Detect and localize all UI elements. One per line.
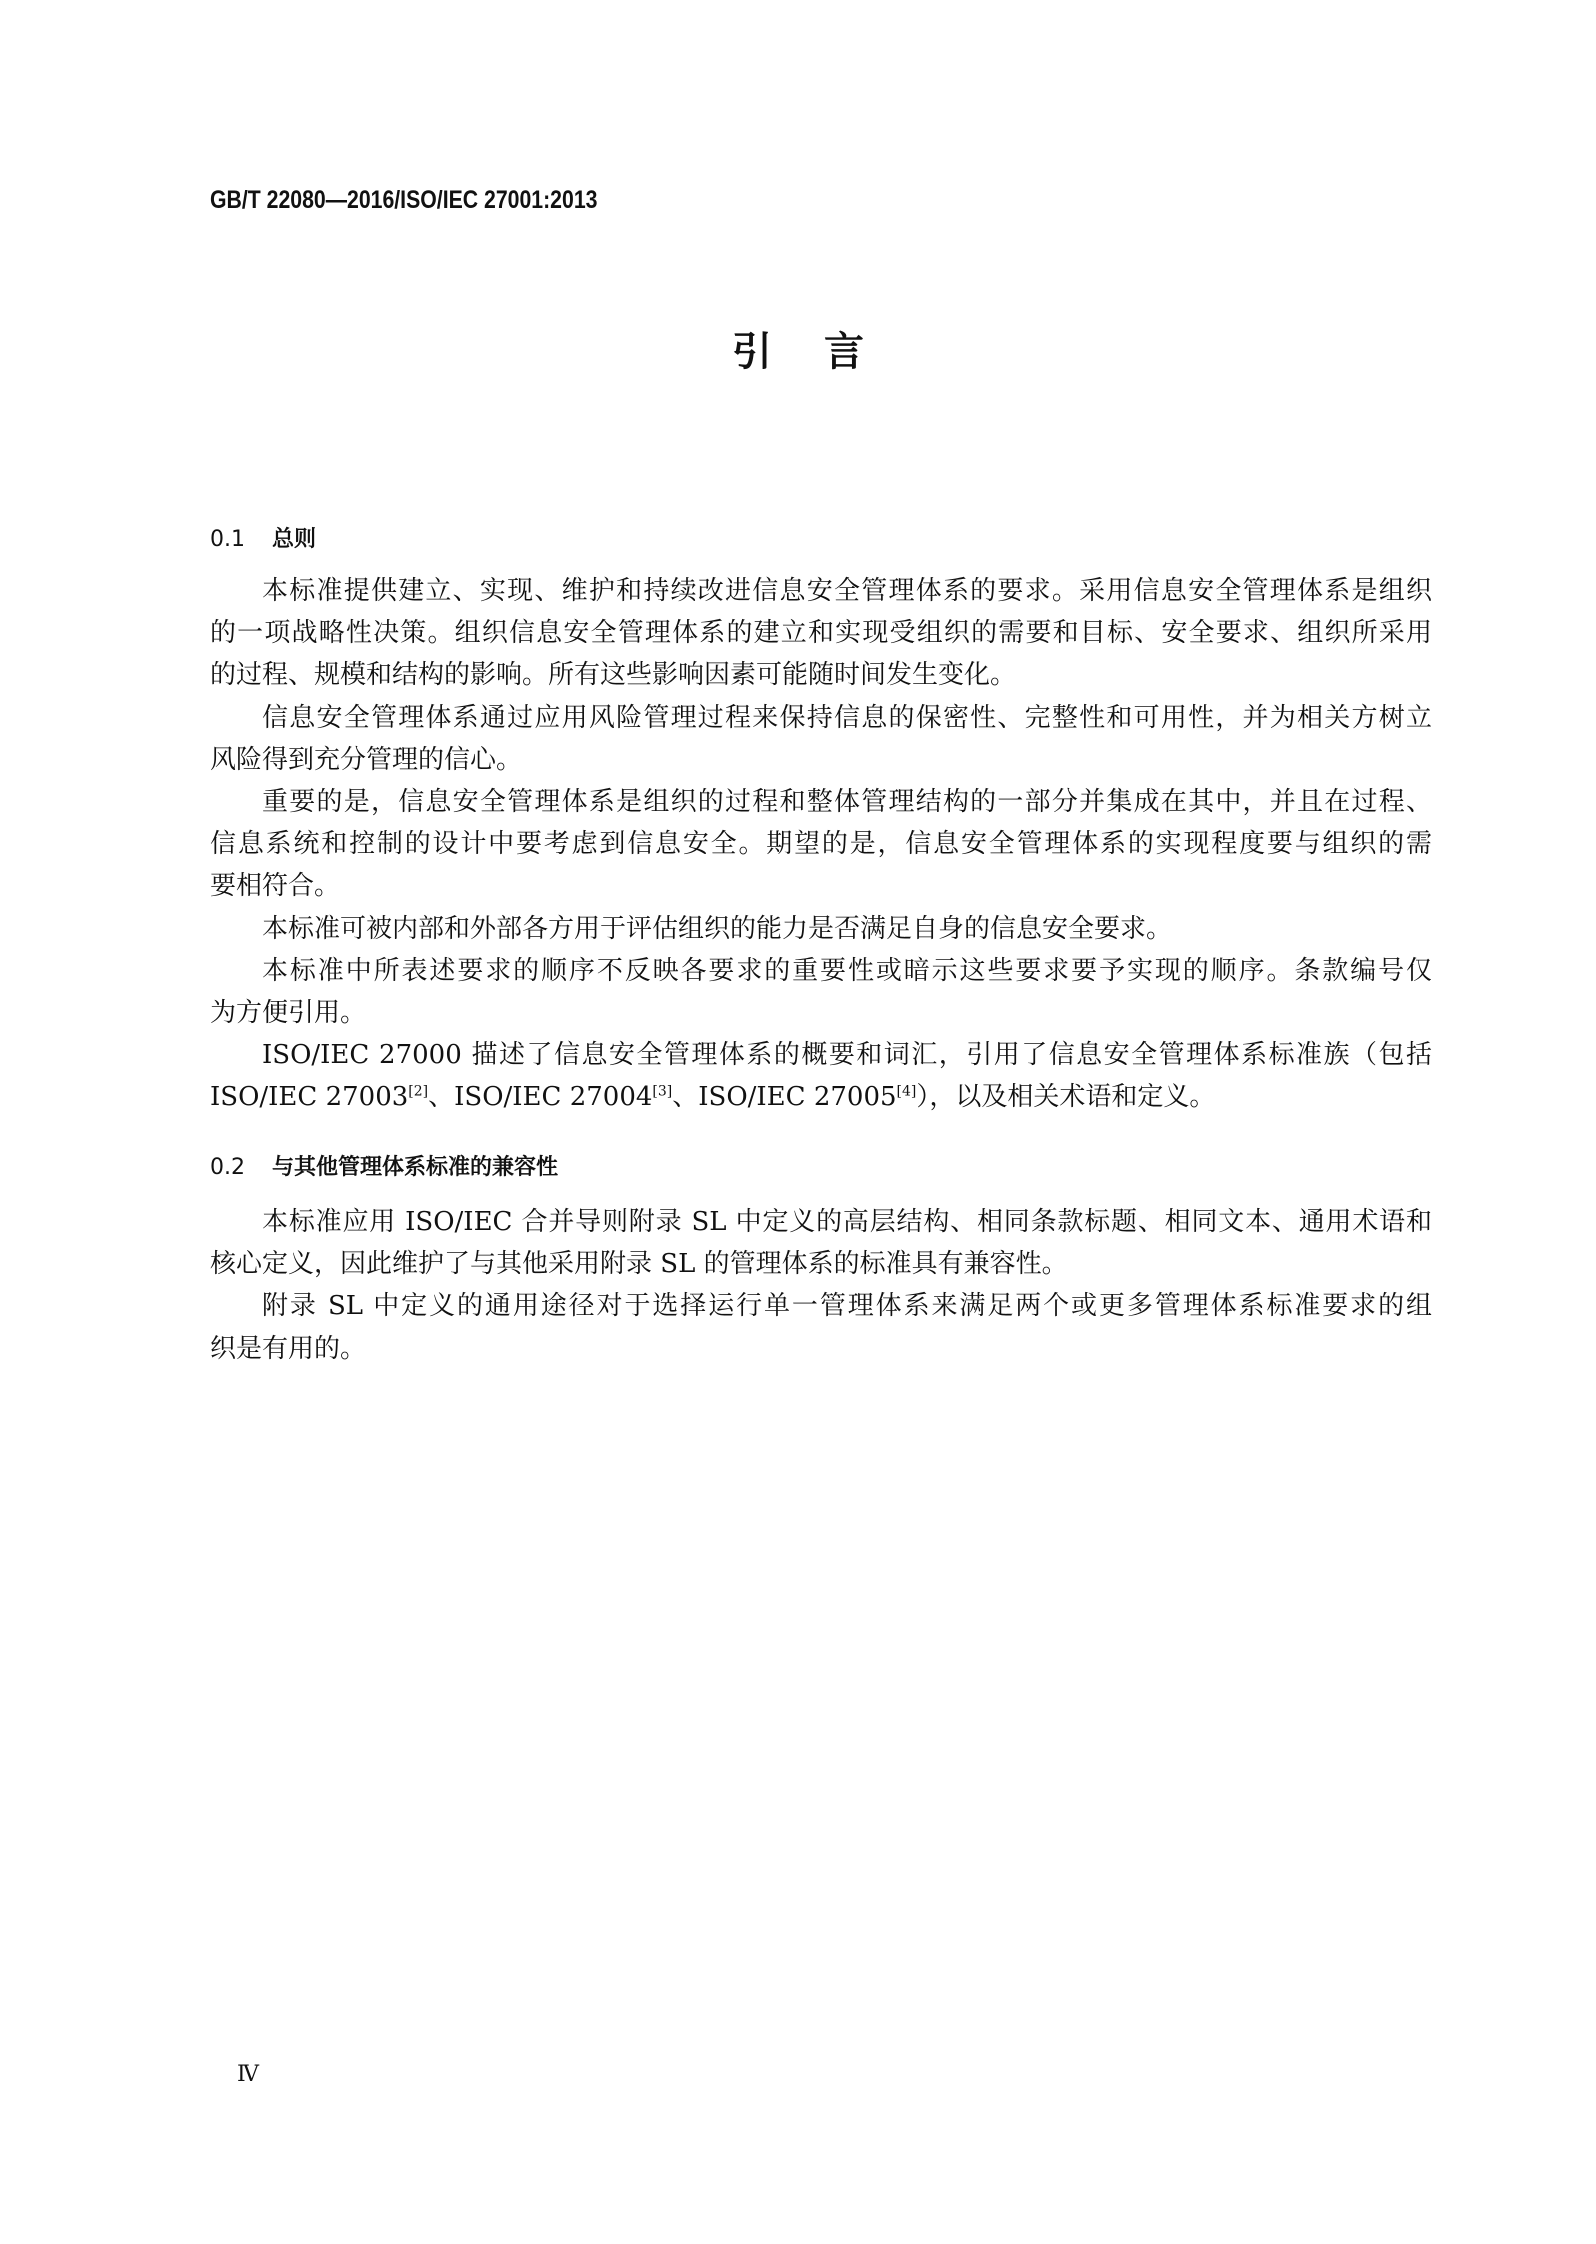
section-0-1-body [210,570,1432,1118]
text-line: 的过程、规模和结构的影响。所有这些影响因素可能随时间发生变化。 [210,660,1017,691]
text-line-with-references [210,1076,1432,1118]
reference-2: [2] [408,1083,429,1100]
document-header: GB/T 22080—2016/ISO/IEC 27001:2013 [210,186,598,214]
text-line: ISO/IEC 27000 描述了信息安全管理体系的概要和词汇，引用了信息安全管理体系标准族（包括 [262,1040,1432,1071]
text-line: 信息系统和控制的设计中要考虑到信息安全。期望的是，信息安全管理体系的实现程度要与组织的需 [210,829,1432,860]
section-0-2-body [210,1201,1432,1370]
page-number: Ⅳ [237,2062,259,2087]
text-line: 本标准可被内部和外部各方用于评估组织的能力是否满足自身的信息安全要求。 [262,913,1173,944]
section-title: 总则 [272,527,317,552]
section-heading-0-2 [210,1150,558,1181]
text-line: 本标准提供建立、实现、维护和持续改进信息安全管理体系的要求。采用信息安全管理体系是组织 [262,576,1432,606]
reference-4: [4] [896,1083,917,1100]
text-line: 要相符合。 [210,871,341,902]
text: ISO/IEC 27003 [210,1082,409,1113]
text: ），以及相关术语和定义。 [916,1082,1216,1113]
text-line: 附录 SL 中定义的通用途径对于选择运行单一管理体系来满足两个或更多管理体系标准要求的组 [262,1291,1432,1322]
reference-3: [3] [652,1083,673,1100]
text: 、ISO/IEC 27004 [428,1082,653,1113]
section-heading-0-1 [210,522,316,553]
page-title: 引言 [732,329,916,375]
text-line: 核心定义，因此维护了与其他采用附录 SL 的管理体系的标准具有兼容性。 [210,1249,1068,1280]
text: 、ISO/IEC 27005 [672,1082,897,1113]
text-line: 为方便引用。 [210,997,367,1028]
text-line: 的一项战略性决策。组织信息安全管理体系的建立和实现受组织的需要和目标、安全要求、组织所采用 [210,618,1432,649]
text-line: 重要的是，信息安全管理体系是组织的过程和整体管理结构的一部分并集成在其中，并且在过程、 [262,786,1432,817]
text-line: 风险得到充分管理的信心。 [210,744,523,775]
text-line: 信息安全管理体系通过应用风险管理过程来保持信息的保密性、完整性和可用性，并为相关方树立 [262,702,1432,733]
section-title: 与其他管理体系标准的兼容性 [272,1155,559,1180]
section-number: 0.1 [210,527,245,552]
text-line: 本标准中所表述要求的顺序不反映各要求的重要性或暗示这些要求要予实现的顺序。条款编号仅 [262,955,1432,986]
text-line: 织是有用的。 [210,1333,367,1364]
section-number: 0.2 [210,1155,245,1180]
text-line: 本标准应用 ISO/IEC 合并导则附录 SL 中定义的高层结构、相同条款标题、相同文本、通用术语和 [262,1207,1432,1237]
